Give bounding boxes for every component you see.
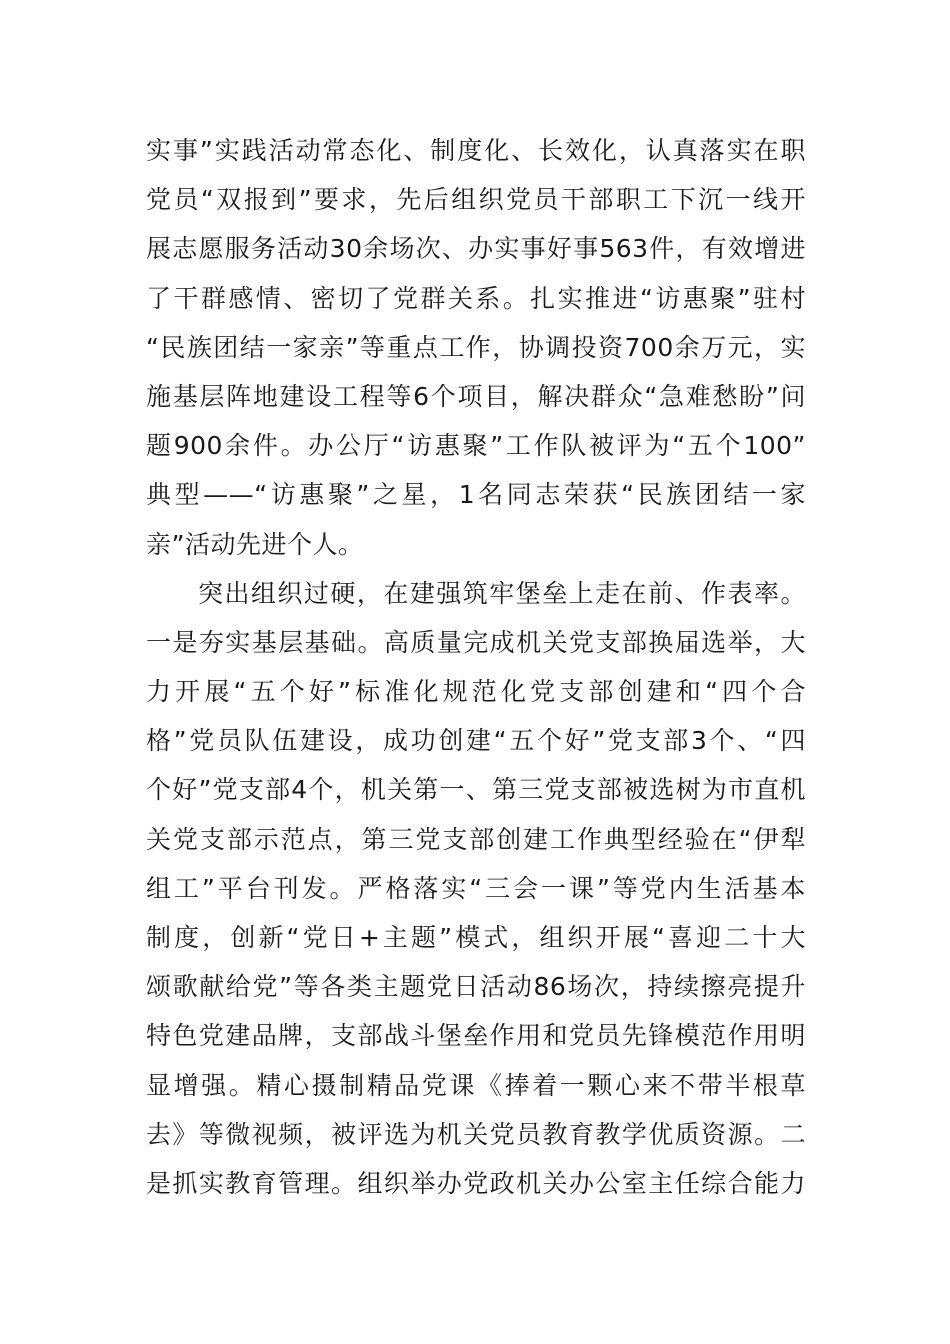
text-line: 组工”平台刊发。严格落实“三会一课”等党内生活基本 (146, 873, 806, 903)
text-line: 一是夯实基层基础。高质量完成机关党支部换届选举，大 (146, 627, 806, 657)
text-line: 展志愿服务活动30余场次、办实事好事563件，有效增进 (146, 234, 806, 264)
text-line: 显增强。精心摄制精品党课《捧着一颗心来不带半根草 (146, 1070, 806, 1100)
text-line: 是抓实教育管理。组织举办党政机关办公室主任综合能力 (146, 1168, 806, 1198)
text-line: 党员“双报到”要求，先后组织党员干部职工下沉一线开 (146, 185, 806, 215)
text-line: 格”党员队伍建设，成功创建“五个好”党支部3个、“四 (146, 726, 806, 756)
document-body (146, 126, 806, 1208)
text-line: 了干群感情、密切了党群关系。扎实推进“访惠聚”驻村 (146, 283, 806, 313)
text-line: 题900余件。办公厅“访惠聚”工作队被评为“五个100” (146, 431, 806, 461)
text-line: 制度，创新“党日+主题”模式，组织开展“喜迎二十大 (146, 923, 806, 952)
text-line: 力开展“五个好”标准化规范化党支部创建和“四个合 (146, 677, 806, 707)
text-line: 关党支部示范点，第三党支部创建工作典型经验在“伊犁 (146, 824, 806, 854)
text-line: 实事”实践活动常态化、制度化、长效化，认真落实在职 (146, 136, 806, 165)
text-line: 个好”党支部4个，机关第一、第三党支部被选树为市直机 (146, 775, 806, 805)
text-line: 特色党建品牌，支部战斗堡垒作用和党员先锋模范作用明 (146, 1021, 806, 1051)
text-line: “民族团结一家亲”等重点工作，协调投资700余万元，实 (146, 332, 806, 362)
paragraph-first-line: 突出组织过硬，在建强筑牢堡垒上走在前、作表率。 (198, 578, 806, 608)
text-line: 颂歌献给党”等各类主题党日活动86场次，持续擦亮提升 (146, 972, 806, 1002)
text-line: 亲”活动先进个人。 (146, 529, 364, 559)
text-line: 去》等微视频，被评选为机关党员教育教学优质资源。二 (146, 1119, 806, 1149)
text-line: 典型——“访惠聚”之星，1名同志荣获“民族团结一家 (146, 480, 806, 510)
text-line: 施基层阵地建设工程等6个项目，解决群众“急难愁盼”问 (146, 381, 806, 411)
